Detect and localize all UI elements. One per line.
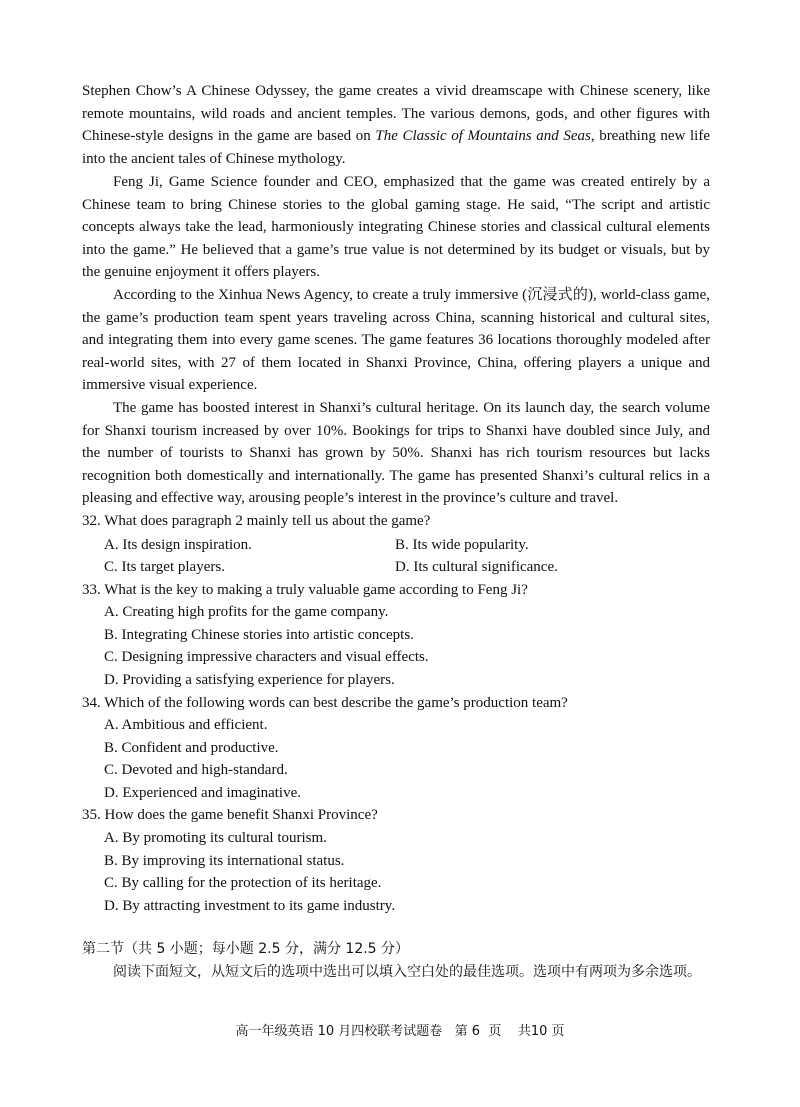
question-34-stem: 34. Which of the following words can best describe the game’s production team? [82, 695, 568, 711]
question-33-option-d[interactable]: D. Providing a satisfying experience for players. [104, 672, 395, 688]
question-33-option-c[interactable]: C. Designing impressive characters and visual effects. [104, 649, 429, 665]
question-35-option-d[interactable]: D. By attracting investment to its game industry. [104, 898, 396, 914]
book-title: The Classic of Mountains and Seas [375, 128, 591, 145]
question-33-option-a[interactable]: A. Creating high profits for the game company. [104, 604, 389, 620]
section-2-instruction: 阅读下面短文，从短文后的选项中选出可以填入空白处的最佳选项。选项中有两项为多余选项。 [113, 964, 701, 980]
question-32-option-b[interactable]: B. Its wide popularity. [395, 537, 529, 553]
question-35-option-b[interactable]: B. By improving its international status. [104, 853, 345, 869]
question-34-option-a[interactable]: A. Ambitious and efficient. [104, 717, 268, 733]
question-34-option-d[interactable]: D. Experienced and imaginative. [104, 785, 302, 801]
passage-paragraph-2: Feng Ji, Game Science founder and CEO, emphasized that the game was created entirely by a Chinese team to bring Chinese stories to the global gaming stage. He said, “The script and artistic concepts always take the lead, harmoniously integrating Chinese stories and classical cultural elements into the game.” He believed that a game’s true value is not determined by its budget or visuals, but by the genuine enjoyment it offers players. [82, 174, 710, 281]
question-32-option-d[interactable]: D. Its cultural significance. [395, 559, 558, 575]
question-34-option-b[interactable]: B. Confident and productive. [104, 740, 279, 756]
passage-paragraph-4: The game has boosted interest in Shanxi’s cultural heritage. On its launch day, the search volume for Shanxi tourism increased by over 10%. Bookings for trips to Shanxi have doubled since July, and the number of tourists to Shanxi has grown by 50%. Shanxi has rich tourism resources but lacks recognition both domestically and internationally. The game has presented Shanxi’s cultural relics in a pleasing and effective way, arousing people’s interest in the province’s culture and travel. [82, 400, 710, 507]
section-2-heading: 第二节（共 5 小题；每小题 2.5 分，满分 12.5 分） [82, 941, 410, 957]
question-34-option-c[interactable]: C. Devoted and high-standard. [104, 762, 288, 778]
question-32-stem: 32. What does paragraph 2 mainly tell us about the game? [82, 513, 431, 529]
question-33-stem: 33. What is the key to making a truly valuable game according to Feng Ji? [82, 582, 528, 598]
question-35-option-a[interactable]: A. By promoting its cultural tourism. [104, 830, 327, 846]
passage-paragraph-3: According to the Xinhua News Agency, to create a truly immersive (沉浸式的), world-class game, the game’s production team spent years traveling across China, scanning historical and cultural sites, and integrating them into every game scenes. The game features 36 locations thoroughly modeled after real-world sites, with 27 of them located in Shanxi Province, China, offering players a unique and immersive visual experience. [82, 287, 710, 394]
question-32-option-c[interactable]: C. Its target players. [104, 559, 225, 575]
page-footer: 高一年级英语 10 月四校联考试题卷 第 6 页 共10 页 [235, 1024, 565, 1039]
question-35-stem: 35. How does the game benefit Shanxi Province? [82, 807, 378, 823]
question-35-option-c[interactable]: C. By calling for the protection of its heritage. [104, 875, 382, 891]
question-33-option-b[interactable]: B. Integrating Chinese stories into artistic concepts. [104, 627, 414, 643]
passage-paragraph-1: Stephen Chow’s A Chinese Odyssey, the game creates a vivid dreamscape with Chinese scenery, like remote mountains, wild roads and ancient temples. The various demons, gods, and other figures with Chinese-style designs in the game are based on The Classic of Mountains and Seas, breathing new life into the ancient tales of Chinese mythology. [82, 83, 711, 167]
question-32-option-a[interactable]: A. Its design inspiration. [104, 537, 252, 553]
